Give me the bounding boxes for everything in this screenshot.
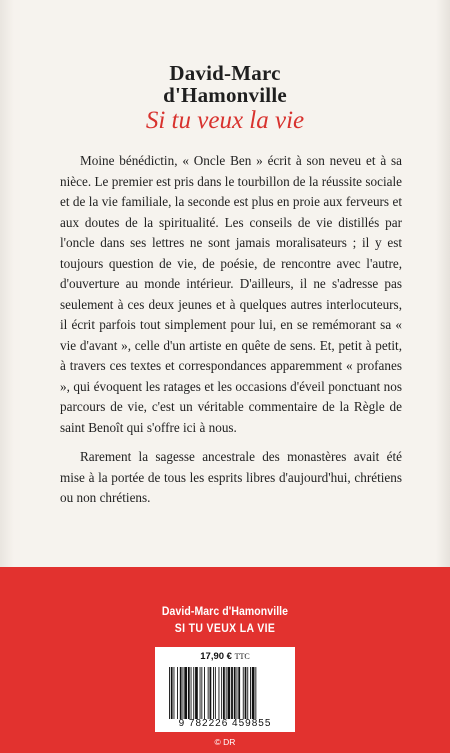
price-suffix: TTC: [234, 652, 250, 661]
price-amount: 17,90 €: [200, 651, 232, 662]
price-label: [155, 651, 295, 662]
band-title: SI TU VEUX LA VIE: [174, 621, 276, 635]
author-name: [0, 62, 450, 106]
price-barcode-box: [155, 647, 295, 732]
isbn-number: 9 782226 459855: [178, 718, 272, 729]
author-name-line1: David-Marc: [169, 61, 281, 85]
barcode-icon: [167, 667, 285, 719]
book-title: Si tu veux la vie: [145, 107, 305, 134]
blurb-paragraph: Rarement la sagesse ancestrale des monastères avait été mise à la portée de tous les esprits libres d'aujourd'hui, chrétiens ou non chrétiens.: [60, 449, 402, 505]
blurb-paragraph: Moine bénédictin, « Oncle Ben » écrit à son neveu et à sa nièce. Le premier est pris dans le tourbillon de la réussite sociale et de la vie familiale, la seconde est plus en proie aux ferveurs et aux doutes de la spiritualité. Les conseils de vie distillés par l'oncle dans ses lettres ne sont jamais moralisateurs ; il y est toujours question de vie, de poésie, de rencontre avec l'autre, d'ouverture au monde intérieur. D'ailleurs, il ne s'adresse pas seulement à ces deux jeunes et à quelques autres interlocuteurs, il écrit parfois tout simplement pour lui, en se remémorant sa « vie d'avant », celle d'un artiste en quête de sens. Et, petit à petit, à travers ces textes et correspondances apparemment « profanes », qui évoquent les ratages et les occasions d'éveil ponctuant nos parcours de vie, c'est un véritable commentaire de la Règle de saint Benoît qui s'offre ici à nous.: [60, 153, 402, 435]
band-author: David-Marc d'Hamonville: [161, 604, 289, 618]
blurb: [60, 151, 402, 509]
photo-credit: © DR: [214, 737, 236, 747]
author-name-line2: d'Hamonville: [163, 83, 287, 107]
